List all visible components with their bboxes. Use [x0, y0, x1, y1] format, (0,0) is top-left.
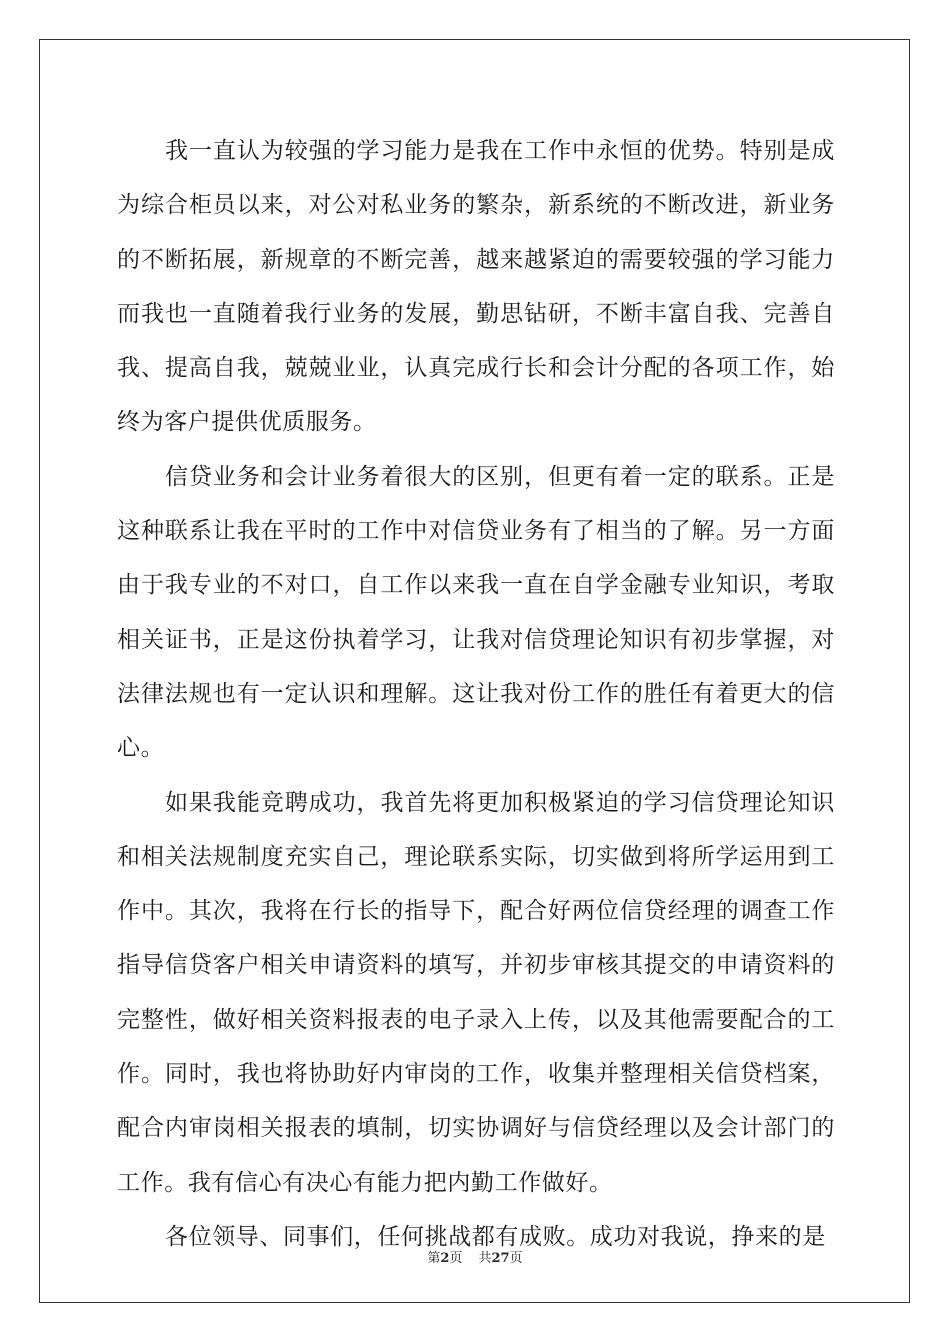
- page-number: 2: [440, 1251, 450, 1266]
- total-suffix: 页: [509, 1251, 523, 1266]
- page-footer: [0, 1247, 950, 1266]
- total-pages: 27: [491, 1251, 510, 1266]
- paragraph-4: 各位领导、同事们，任何挑战都有成败。成功对我说，挣来的是: [165, 1223, 826, 1250]
- paragraph-2: 信贷业务和会计业务着很大的区别，但更有着一定的联系。正是这种联系让我在平时的工作中对信贷业务有了相当的了解。另一方面由于我专业的不对口，自工作以来我一直在自学金融专业知识，考取相关证书，正是这份执着学习，让我对信贷理论知识有初步掌握，对法律法规也有一定认识和理解。这让我对份工作的胜任有着更大的信心。: [117, 463, 835, 762]
- total-prefix: 共: [478, 1251, 492, 1266]
- paragraph-1: 我一直认为较强的学习能力是我在工作中永恒的优势。特别是成为综合柜员以来，对公对私业务的繁杂，新系统的不断改进，新业务的不断拓展，新规章的不断完善，越来越紧迫的需要较强的学习能力而我也一直随着我行业务的发展，勤思钻研，不断丰富自我、完善自我、提高自我，兢兢业业，认真完成行长和会计分配的各项工作，始终为客户提供优质服务。: [117, 138, 835, 436]
- document-body: [117, 124, 835, 1264]
- page-prefix: 第: [427, 1251, 441, 1266]
- page-suffix: 页: [449, 1251, 463, 1266]
- paragraph-3: 如果我能竞聘成功，我首先将更加积极紧迫的学习信贷理论知识和相关法规制度充实自己，理论联系实际，切实做到将所学运用到工作中。其次，我将在行长的指导下，配合好两位信贷经理的调查工作指导信贷客户相关申请资料的填写，并初步审核其提交的申请资料的完整性，做好相关资料报表的电子录入上传，以及其他需要配合的工作。同时，我也将协助好内审岗的工作，收集并整理相关信贷档案，配合内审岗相关报表的填制，切实协调好与信贷经理以及会计部门的工作。我有信心有决心有能力把内勤工作做好。: [117, 789, 835, 1196]
